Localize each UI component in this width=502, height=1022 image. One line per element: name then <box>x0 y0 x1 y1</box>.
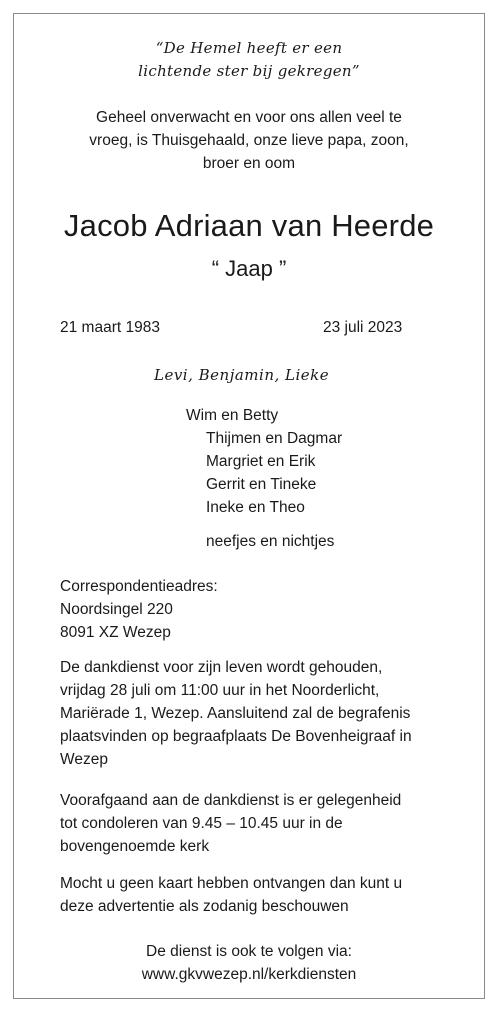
parents-names: Wim en Betty <box>186 407 279 424</box>
memorial-quote <box>13 37 485 83</box>
livestream-label: De dienst is ook te volgen via: <box>146 943 352 960</box>
sibling-1: Thijmen en Dagmar <box>206 430 343 447</box>
condolence-details <box>60 789 480 858</box>
intro-line-3: broer en oom <box>202 155 296 172</box>
service-line-2: vrijdag 28 juli om 11:00 uur in het Noorderlicht, <box>60 682 380 699</box>
condolence-line-1: Voorafgaand aan de dankdienst is er gelegenheid <box>60 792 402 809</box>
birth-date: 21 maart 1983 <box>60 319 160 336</box>
children-names: Levi, Benjamin, Lieke <box>154 366 330 384</box>
card-note-line-1: Mocht u geen kaart hebben ontvangen dan kunt u <box>60 875 403 892</box>
quote-line-2: lichtende ster bij gekregen” <box>138 62 360 80</box>
service-line-3: Mariërade 1, Wezep. Aansluitend zal de begrafenis <box>60 705 411 722</box>
service-line-5: Wezep <box>60 751 108 768</box>
condolence-line-2: tot condoleren van 9.45 – 10.45 uur in de <box>60 815 343 832</box>
deceased-name: Jacob Adriaan van Heerde <box>63 208 435 243</box>
sibling-2: Margriet en Erik <box>206 453 316 470</box>
correspondence-address <box>60 575 480 644</box>
service-line-4: plaatsvinden op begraafplaats De Bovenheigraaf in <box>60 728 412 745</box>
sibling-3: Gerrit en Tineke <box>206 476 317 493</box>
sibling-4: Ineke en Theo <box>206 499 305 516</box>
quote-line-1: “De Hemel heeft er een <box>155 39 343 57</box>
livestream-link[interactable]: www.gkvwezep.nl/kerkdiensten <box>141 966 357 983</box>
condolence-line-3: bovengenoemde kerk <box>60 838 210 855</box>
correspondence-label: Correspondentieadres: <box>60 578 218 595</box>
nephews-nieces: neefjes en nichtjes <box>206 533 335 550</box>
deceased-nickname: “ Jaap ” <box>211 256 287 281</box>
correspondence-city: 8091 XZ Wezep <box>60 624 171 641</box>
card-note <box>60 872 480 918</box>
livestream-info <box>13 940 485 986</box>
intro-line-1: Geheel onverwacht en voor ons allen veel te <box>96 109 402 126</box>
service-details <box>60 656 480 771</box>
intro-line-2: vroeg, is Thuisgehaald, onze lieve papa, zoon, <box>89 132 409 149</box>
service-line-1: De dankdienst voor zijn leven wordt gehouden, <box>60 659 383 676</box>
card-note-line-2: deze advertentie als zodanig beschouwen <box>60 898 349 915</box>
death-date: 23 juli 2023 <box>323 319 403 336</box>
intro-text <box>13 106 485 175</box>
correspondence-street: Noordsingel 220 <box>60 601 173 618</box>
